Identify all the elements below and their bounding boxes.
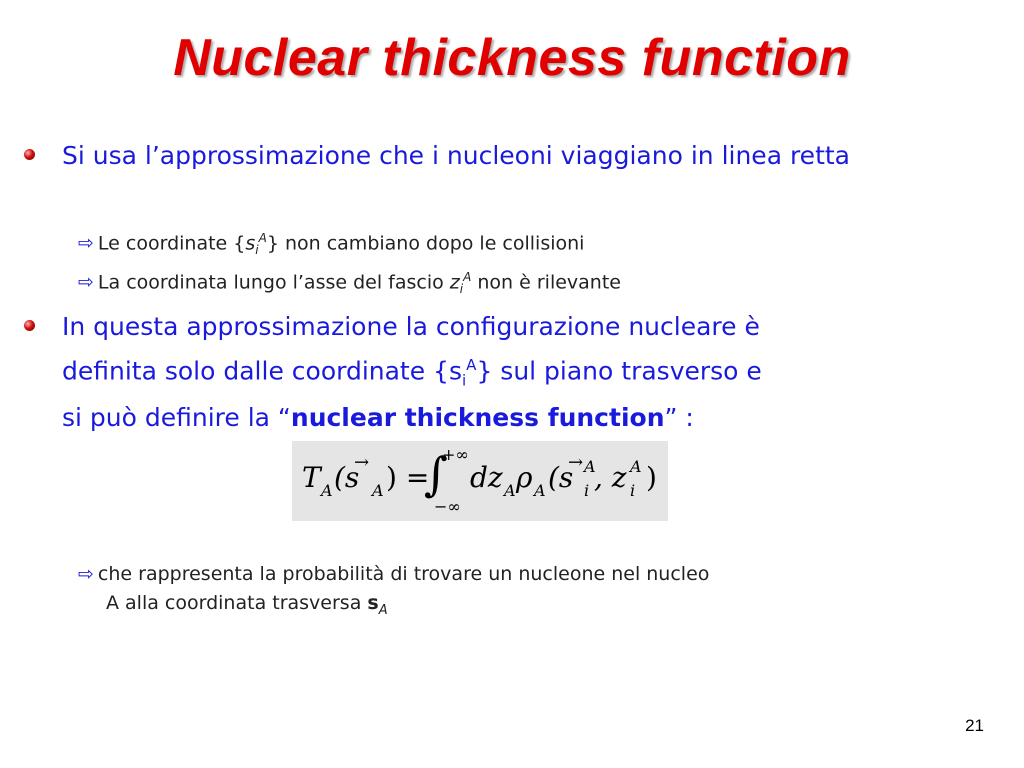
formula-lhs-arg-sub: A bbox=[372, 481, 384, 500]
subitem-2-var: z bbox=[449, 271, 460, 294]
arrow-right-icon: ⇨ bbox=[78, 271, 94, 294]
subitem-1-sub: i bbox=[255, 243, 259, 258]
vector-arrow-icon: → bbox=[354, 452, 370, 473]
bullet-2-text bbox=[62, 308, 964, 437]
formula-explanation bbox=[78, 560, 958, 625]
page-number: 21 bbox=[965, 716, 984, 735]
arrow-right-icon: ⇨ bbox=[78, 232, 94, 255]
formula-box bbox=[292, 441, 668, 521]
formula-z-sub: i bbox=[630, 481, 636, 500]
bullet-2 bbox=[24, 308, 964, 437]
formula-z-sup: A bbox=[630, 457, 642, 476]
subitem-2-sup: A bbox=[463, 270, 472, 284]
upper-limit: +∞ bbox=[442, 445, 469, 464]
bullet-2-line-2-pre: definita solo dalle coordinate {s bbox=[62, 356, 462, 386]
subitem-1 bbox=[78, 224, 958, 265]
bullet-2-line-3-pre: si può definire la “ bbox=[62, 403, 291, 433]
slide-title: Nuclear thickness function bbox=[173, 29, 851, 87]
subitem-1-var: s bbox=[245, 232, 256, 255]
vector-arrow-icon: → bbox=[568, 452, 584, 473]
bullet-dot-icon bbox=[24, 149, 35, 160]
formula-lhs-close: ) = bbox=[386, 461, 430, 494]
bullet-2-line-3-post: ” : bbox=[664, 403, 694, 433]
formula-explanation-line-2-pre: A alla coordinata trasversa bbox=[106, 592, 368, 614]
bullet-1-text: Si usa l’approssimazione che i nucleoni viaggiano in linea retta bbox=[62, 141, 850, 170]
subitem-2-pre: La coordinata lungo l’asse del fascio bbox=[97, 271, 450, 294]
formula-explanation-bold-s: s bbox=[367, 592, 379, 614]
formula-s-sup: A bbox=[584, 457, 596, 476]
formula-s-sub: i bbox=[584, 481, 590, 500]
bullet-2-line-2 bbox=[62, 346, 964, 399]
subitem-2 bbox=[78, 263, 958, 304]
formula-arg-comma: , z bbox=[594, 461, 627, 494]
subitem-2-post: non è rilevante bbox=[471, 271, 621, 294]
formula-T-sub: A bbox=[321, 481, 333, 500]
bullet-2-line-1: In questa approssimazione la configurazione nucleare è bbox=[62, 312, 760, 341]
bullet-2-line-2-sup: A bbox=[466, 356, 477, 374]
formula-T: T bbox=[302, 461, 321, 494]
integral-sign: ∫ bbox=[424, 447, 448, 501]
formula-explanation-sub: A bbox=[378, 602, 388, 618]
subitem-1-post: } non cambiano dopo le collisioni bbox=[266, 232, 585, 255]
bullet-1 bbox=[24, 137, 964, 175]
formula-explanation-line-1: che rappresenta la probabilità di trovare un nucleone nel nucleo bbox=[97, 563, 710, 585]
bullet-dot-icon bbox=[24, 320, 35, 331]
arrow-right-icon: ⇨ bbox=[78, 563, 94, 585]
formula-dz: dz bbox=[470, 461, 503, 494]
bullet-2-line-2-post: } sul piano trasverso e bbox=[476, 356, 762, 386]
formula-rho-sub: A bbox=[534, 481, 546, 500]
subitem-1-sup: A bbox=[258, 231, 267, 245]
nuclear-thickness-term: nuclear thickness function bbox=[290, 403, 665, 433]
formula-dz-sub: A bbox=[504, 481, 516, 500]
subitem-1-pre: Le coordinate { bbox=[97, 232, 246, 255]
bullet-2-line-3 bbox=[62, 399, 964, 437]
lower-limit: −∞ bbox=[434, 497, 461, 516]
bullet-2-line-2-sub: i bbox=[462, 371, 467, 390]
formula-arg-open: (s bbox=[548, 461, 574, 494]
formula-rho: ρ bbox=[516, 461, 533, 494]
subitem-2-sub: i bbox=[459, 282, 464, 297]
formula-lhs-arg: (s bbox=[334, 461, 360, 494]
formula-arg-close: ) bbox=[646, 461, 657, 494]
